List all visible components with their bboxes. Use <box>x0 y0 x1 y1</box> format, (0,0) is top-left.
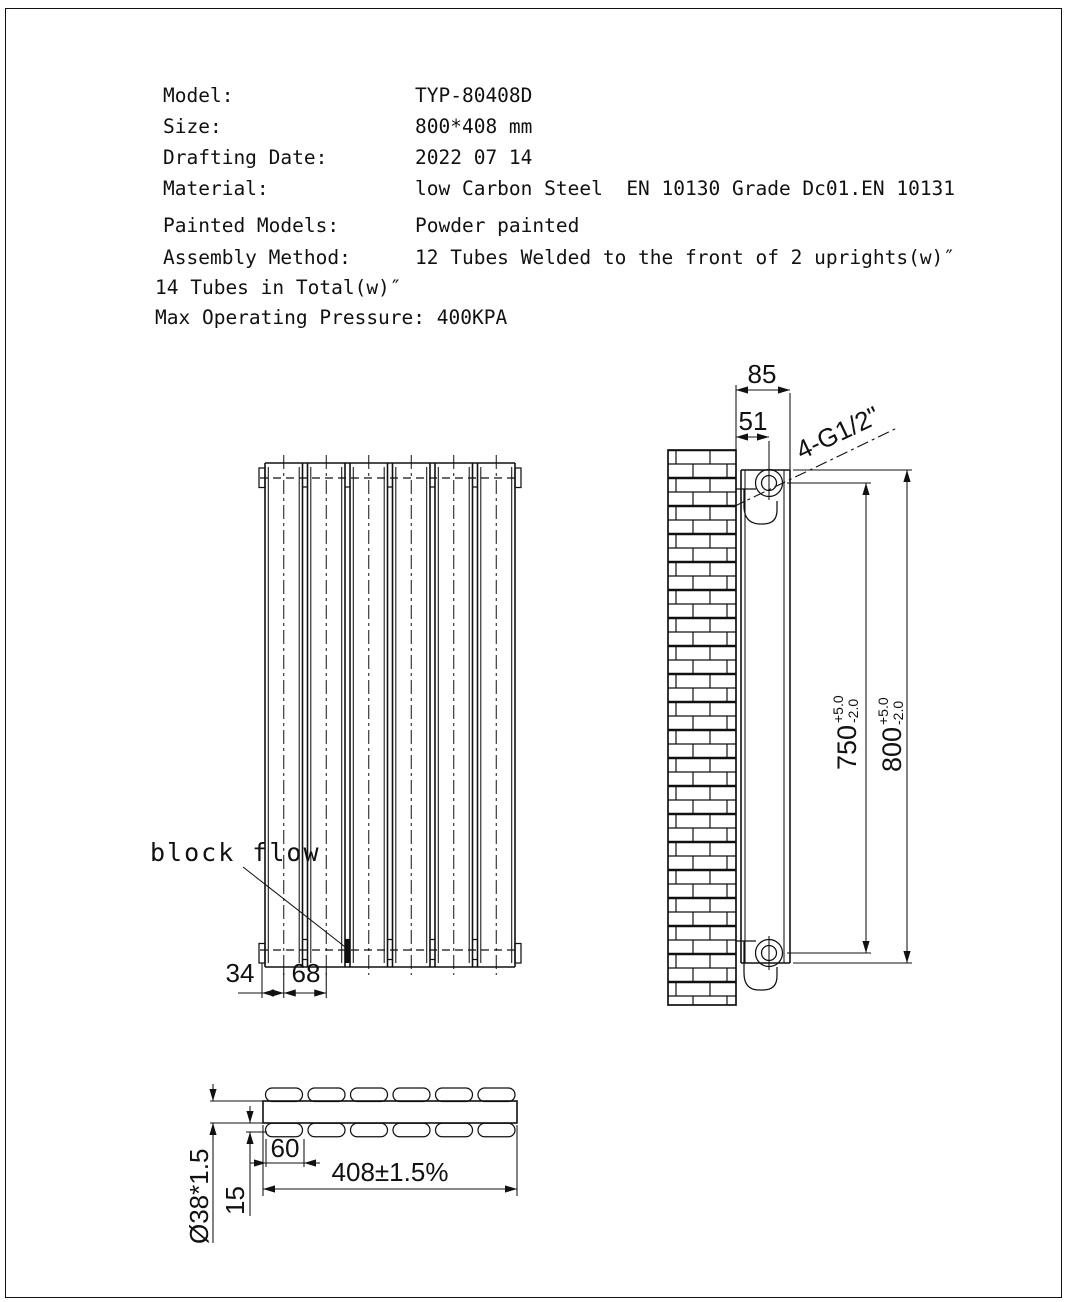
dim-wall-to-front: 85 <box>747 359 777 389</box>
bracket-bottom <box>744 941 777 990</box>
bottom-view <box>184 1084 517 1244</box>
svg-text:+5.0: +5.0 <box>830 695 846 723</box>
svg-text:-2.0: -2.0 <box>890 700 906 725</box>
dim-overall-height <box>875 697 907 772</box>
title-value: 800*408 mm <box>415 115 533 138</box>
front-view <box>150 455 521 998</box>
thread-label: 4-G1/2" <box>791 400 885 466</box>
svg-text:-2.0: -2.0 <box>845 698 861 723</box>
dim-valve-centers <box>830 695 862 770</box>
dim-overall-width: 408±1.5% <box>331 1157 449 1187</box>
svg-text:800: 800 <box>877 726 907 772</box>
wall <box>668 450 736 1005</box>
title-value: 12 Tubes Welded to the front of 2 uprights(w)″ <box>415 246 956 269</box>
title-value: low Carbon Steel EN 10130 Grade Dc01.EN 10131 <box>415 177 956 200</box>
title-note: 14 Tubes in Total(w)″ <box>155 276 402 299</box>
dim-wall-to-valve: 51 <box>738 406 768 436</box>
block-flow-plug <box>345 939 349 963</box>
title-value: TYP-80408D <box>415 84 533 107</box>
dim-tube-pitch: 68 <box>291 958 321 988</box>
dim-face-offset: 15 <box>220 1186 250 1215</box>
dim-tube-diameter: Ø38*1.5 <box>184 1148 214 1244</box>
title-value: Powder painted <box>415 214 580 237</box>
dim-tube-width: 60 <box>270 1133 300 1163</box>
dim-edge-to-tube: 34 <box>225 958 255 988</box>
svg-text:+5.0: +5.0 <box>875 697 891 725</box>
svg-text:750: 750 <box>832 724 862 770</box>
title-label: Material: <box>163 177 269 200</box>
title-label: Drafting Date: <box>163 146 328 169</box>
side-view <box>668 359 912 1005</box>
title-label: Model: <box>163 84 234 107</box>
title-label: Size: <box>163 115 222 138</box>
title-note: Max Operating Pressure: 400KPA <box>155 306 508 329</box>
title-label: Painted Models: <box>163 214 340 237</box>
title-label: Assembly Method: <box>163 246 351 269</box>
block-flow-label: block flow <box>150 838 321 867</box>
title-value: 2022 07 14 <box>415 146 533 169</box>
